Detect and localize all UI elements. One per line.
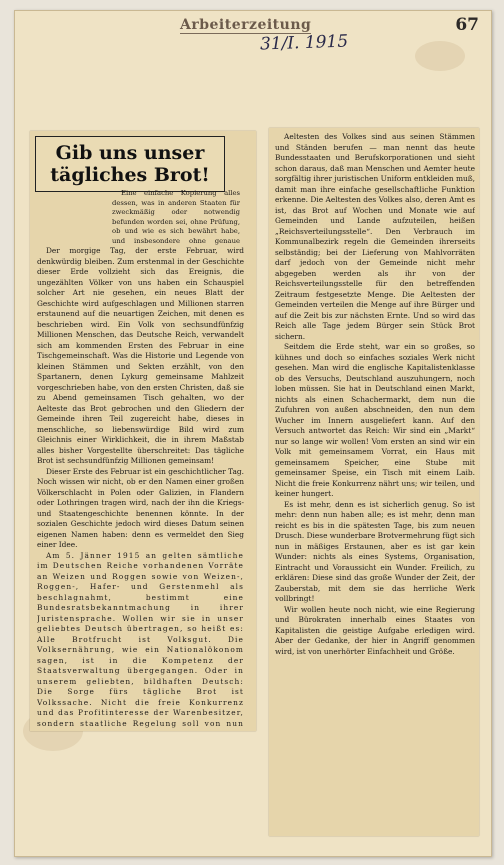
intro-text: Eine einfache Kopierung alles dessen, was in anderen Staaten für zweckmäßig oder notwendig befunden worden sei, ohne Prüfung, ob und wie es sich bewährt habe, und insbesondere ohne genaue (112, 189, 240, 245)
article-headline: Gib uns unser tägliches Brot! (35, 136, 225, 192)
newspaper-sheet (14, 10, 492, 857)
paragraph: Es ist mehr, denn es ist sicherlich genug. So ist mehr: denn nun haben alle; es ist mehr, denn man reicht es bis in die spätesten Tage, bis zum neuen Drusch. Diese wunderbare Brotvermehrung fügt sich nun in mäßiges Erstaunen, aber es ist gar kein Wunder: nichts als eines Systems, Organisation, Eintracht und Voraussicht ein Wunder. Freilich, zu erklären: Diese sind das große Wunder der Zeit, der Zauberstab, mit dem sie das herrliche Werk vollbringt! (275, 499, 475, 603)
paragraph: Seitdem die Erde steht, war ein so großes, so kühnes und doch so einfaches soziales Werk nicht gesehen. Man wird die englische Kapitalistenklasse ob des Versuchs, Deutschland auszuhungern, noch loben müssen. Sie hat in Deutschland einen Markt, nichts als einen Schachermarkt, dem nun die Zufuhren von außen abschneiden, den nun dem Wucher im Innern ausgeliefert kann. Auf den Versuch antwortet das Reich: Wir sind ein „Markt“ nur so lange wir wollen! Vom ersten an sind wir ein Volk mit gemeinsamem Vorrat, ein Haus mit gemeinsamem Speicher, eine Stube mit gemeinsamer Speise, ein Tisch mit einem Laib. Nicht die freie Konkurrenz nährt uns; wir teilen, und keiner hungert. (275, 342, 475, 498)
article-intro-quote (112, 189, 240, 245)
paragraph: Dieser Erste des Februar ist ein geschichtlicher Tag. Noch wissen wir nicht, ob er den Namen einer großen Völkerschlacht in Polen oder Galizien, in Flandern oder Lothringen tragen wird, nach der ihn die Kriegs- und Staatengeschichte benennen könnte. In der sozialen Geschichte jedoch wird dieses Datum seinen eigenen Namen haben: denn es vermeldet den Sieg einer Idee. (37, 466, 244, 549)
handwritten-date: 31/I. 1915 (259, 31, 349, 55)
paragraph: Aeltesten des Volkes sind aus seinen Stämmen und Ständen berufen — man nennt das heute Bundesstaaten und Berufskorporationen und sieht schon daraus, daß man Menschen und Aemter heute sorgfältig ihrer juristischen Uniform entkleiden muß, damit man ihre einfache gesellschaftliche Funktion erkenne. Die Aeltesten des Volkes also, deren Amt es ist, das Brot auf Wochen und Monate wie auf Gemeinden und Lande aufzuteilen, heißen „Reichsverteilungsstelle“. Den Verbrauch im Kommunalbezirk regeln die Gemeinden ihrerseits selbständig; bei der Lieferung von Mahlvorräten darf jedoch von der Gemeinde nicht mehr abgegeben werden als ihr von der Reichsverteilungsstelle für den betreffenden Zeitraum festgesetzte Menge. Die Aeltesten der Gemeinden verteilen die Menge auf ihre Bürger und auf die Zeit bis zur nächsten Ernte. Und so wird das Reich alle Tage jedem Bürger sein Stück Brot sichern. (275, 132, 475, 341)
article-column-right (275, 132, 475, 834)
paragraph: Am 5. Jänner 1915 an gelten sämtliche im Deutschen Reiche vorhandenen Vorräte an Weizen und Roggen sowie von Weizen-, Roggen-, Hafer- und Gerstenmehl als beschlagnahmt, bestimmt eine Bundesratsbekanntmachung in ihrer Juristensprache. Wollen wir sie in unser geliebtes Deutsch übertragen, so heißt es: Alle Brotfrucht ist Volksgut. Die Volksernährung, wie ein Nationalökonom sagen, ist in die Kompetenz der Staatsverwaltung übergegangen. Oder in unserem geliebten, bildhaften Deutsch: Die Sorge fürs tägliche Brot ist Volkssache. Nicht die freie Konkurrenz und das Profitinteresse der Warenbesitzer, sondern staatliche Regelung soll von nun (37, 550, 244, 728)
paragraph: Wir wollen heute noch nicht, wie eine Regierung und Bürokraten innerhalb eines Staates von Kapitalisten die geistige Aufgabe erledigen wird. Aber der Gedanke, der hier in Angriff genommen wird, ist von unerhörter Einfachheit und Größe. (275, 604, 475, 656)
paper-stain (415, 41, 465, 71)
newspaper-title: Arbeiterzeitung (180, 17, 312, 33)
article-column-left (37, 246, 244, 728)
page-number: 67 (455, 15, 479, 35)
paragraph: Der morgige Tag, der erste Februar, wird denkwürdig bleiben. Zum erstenmal in der Geschichte dieser Erde vollzieht sich das Ereignis, die ungezählten Völker von uns haben ein Schauspiel solcher Art nie gesehen, ein neues Blatt der Geschichte wird aufgeschlagen und Millionen starren erstaunend auf die neuartigen Zeichen, mit denen es beschrieben wird. Ein Volk von sechsundfünfzig Millionen Menschen, das Deutsche Reich, verwandelt sich am kommenden Ersten des Februar in eine Tischgemeinschaft. Was die Historie und Legende von kleinen Stämmen und Sekten erzählt, von den Spartanern, denen Lykurg gemeinsame Mahlzeit vorgeschrieben habe, von den ersten Christen, daß sie zu Abend gemeinsamen Tisch gehalten, wo der Aelteste das Brot gebrochen und den Gliedern der Gemeinde ihren Teil zugereicht habe, dieses in menschliche, so liebenswürdige Bild wird zum Gleichnis einer Wirklichkeit, die in ihrem Maßstab alles bisher Vorgestellte überschreitet: Das tägliche Brot ist sechsundfünfzig Millionen gemeinsam! (37, 246, 244, 465)
